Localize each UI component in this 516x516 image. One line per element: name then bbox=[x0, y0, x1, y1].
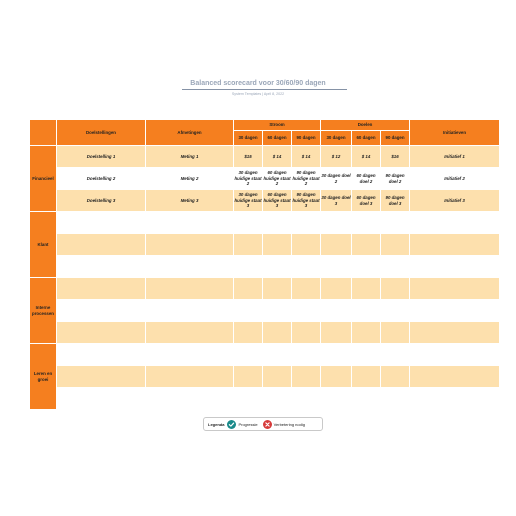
table-row bbox=[30, 322, 500, 344]
stroom-90-cell: 90 dagen huidige staat 2 bbox=[292, 168, 321, 190]
header-doelen-60: 60 dagen bbox=[352, 131, 381, 146]
table-row bbox=[30, 212, 500, 234]
legend-progress-label: Progressie bbox=[238, 421, 258, 427]
table-row bbox=[30, 146, 500, 168]
doelen-60-cell: $ 14 bbox=[352, 146, 381, 168]
initiatief-cell: Initiatief 1 bbox=[410, 146, 500, 168]
table-row bbox=[30, 388, 500, 410]
stroom-30-cell: 30 dagen huidige staat 3 bbox=[234, 190, 263, 212]
initiatief-cell: Initiatief 3 bbox=[410, 190, 500, 212]
meting-cell: Meting 1 bbox=[146, 146, 234, 168]
doelen-90-cell: 90 dagen doel 2 bbox=[381, 168, 410, 190]
header-doelen-90: 90 dagen bbox=[381, 131, 410, 146]
stroom-60-cell: $ 14 bbox=[263, 146, 292, 168]
header-afmetingen: Afmetingen bbox=[146, 120, 234, 146]
doelstelling-cell: Doelstelling 3 bbox=[57, 190, 146, 212]
doelstelling-cell: Doelstelling 2 bbox=[57, 168, 146, 190]
legend-improvement-label: Verbetering nodig bbox=[273, 421, 305, 427]
stroom-90-cell: 90 dagen huidige staat 3 bbox=[292, 190, 321, 212]
doelen-90-cell: $16 bbox=[381, 146, 410, 168]
table-row bbox=[30, 168, 500, 190]
stroom-60-cell: 60 dagen huidige staat 3 bbox=[263, 190, 292, 212]
table-row bbox=[30, 278, 500, 300]
legend-label: Legenda bbox=[208, 421, 225, 427]
header-initiatieven: Initiatieven bbox=[410, 120, 500, 146]
stroom-30-cell: 30 dagen huidige staat 2 bbox=[234, 168, 263, 190]
doelen-30-cell: $ 12 bbox=[321, 146, 352, 168]
table-row bbox=[30, 256, 500, 278]
table-row bbox=[30, 190, 500, 212]
doelen-90-cell: 90 dagen doel 3 bbox=[381, 190, 410, 212]
scorecard-subtitle: System Templates | April 8, 2022 bbox=[231, 92, 285, 96]
category-leren-en-groei: Leren en groei bbox=[30, 344, 57, 410]
scorecard-title: Balanced scorecard voor 30/60/90 dagen bbox=[190, 80, 326, 87]
table-row bbox=[30, 300, 500, 322]
header-stroom-30: 30 dagen bbox=[234, 131, 263, 146]
header-doelstellingen: Doelstellingen bbox=[57, 120, 146, 146]
corner-header-cell bbox=[30, 120, 57, 146]
doelstelling-cell: Doelstelling 1 bbox=[57, 146, 146, 168]
x-circle-icon bbox=[263, 420, 272, 429]
stroom-30-cell: $15 bbox=[234, 146, 263, 168]
header-doelen-30: 30 dagen bbox=[321, 131, 352, 146]
header-stroom: Stroom bbox=[234, 120, 321, 131]
legend bbox=[203, 417, 323, 431]
title-underline bbox=[182, 89, 347, 90]
header-stroom-60: 60 dagen bbox=[263, 131, 292, 146]
doelen-60-cell: 60 dagen doel 2 bbox=[352, 168, 381, 190]
table-row bbox=[30, 344, 500, 366]
doelen-30-cell: 30 dagen doel 3 bbox=[321, 190, 352, 212]
initiatief-cell: Initiatief 2 bbox=[410, 168, 500, 190]
category-financieel: Financieel bbox=[30, 146, 57, 212]
doelen-60-cell: 60 dagen doel 3 bbox=[352, 190, 381, 212]
category-klant: Klant bbox=[30, 212, 57, 278]
header-stroom-90: 90 dagen bbox=[292, 131, 321, 146]
meting-cell: Meting 3 bbox=[146, 190, 234, 212]
header-doelen: Doelen bbox=[321, 120, 410, 131]
stroom-60-cell: 60 dagen huidige staat 2 bbox=[263, 168, 292, 190]
table-row bbox=[30, 366, 500, 388]
doelen-30-cell: 30 dagen doel 2 bbox=[321, 168, 352, 190]
scorecard-table bbox=[29, 119, 500, 410]
category-interne-processen: Interne processen bbox=[30, 278, 57, 344]
check-circle-icon bbox=[227, 420, 236, 429]
table-row bbox=[30, 234, 500, 256]
meting-cell: Meting 2 bbox=[146, 168, 234, 190]
stroom-90-cell: $ 14 bbox=[292, 146, 321, 168]
